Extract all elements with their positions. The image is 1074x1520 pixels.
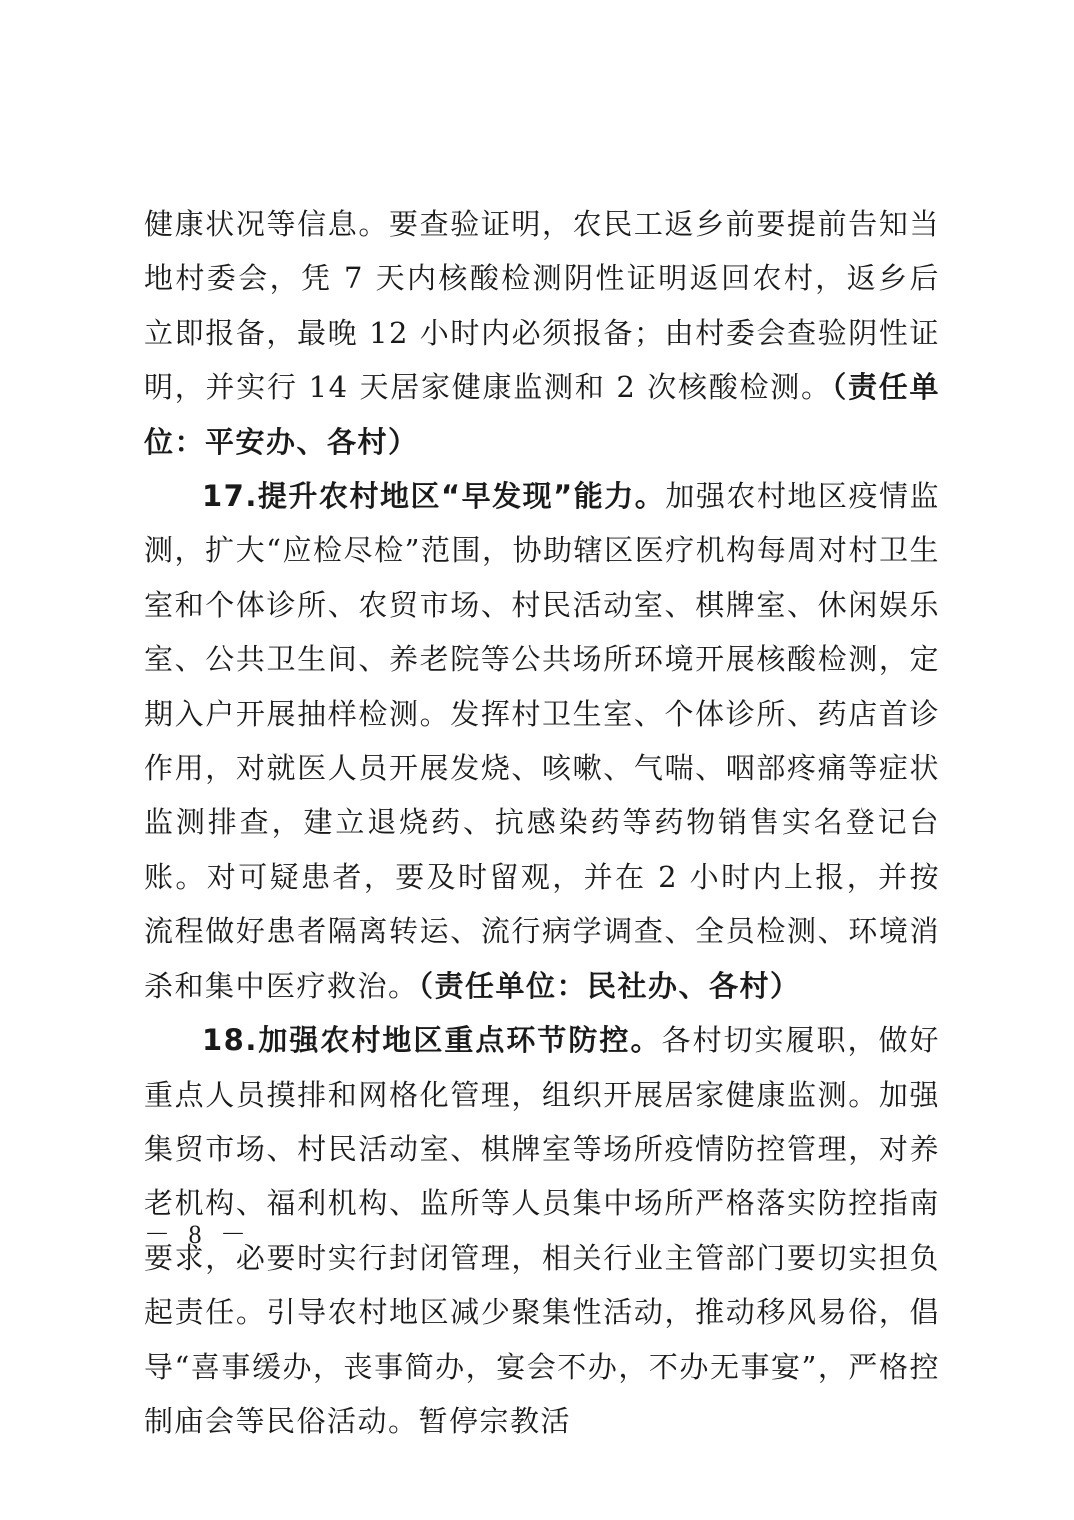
paragraph-17-responsibility: （责任单位：民社办、各村） <box>418 968 801 1003</box>
page-number: － 8 － <box>144 1220 253 1249</box>
paragraph-18 <box>144 1013 940 1448</box>
paragraph-18-heading: 18.加强农村地区重点环节防控。 <box>202 1023 662 1058</box>
paragraph-1-text: 健康状况等信息。要查验证明，农民工返乡前要提前告知当地村委会，凭 7 天内核酸检测阴性证明返回农村，返乡后立即报备，最晚 12 小时内必须报备；由村委会查验阴性证明，并实行 14 天居家健康监测和 2 次核酸检测。 <box>144 207 940 405</box>
paragraph-1 <box>144 197 940 469</box>
body-text <box>144 197 940 1448</box>
paragraph-17-text: 加强农村地区疫情监测，扩大“应检尽检”范围，协助辖区医疗机构每周对村卫生室和个体诊所、农贸市场、村民活动室、棋牌室、休闲娱乐室、公共卫生间、养老院等公共场所环境开展核酸检测，定期入户开展抽样检测。发挥村卫生室、个体诊所、药店首诊作用，对就医人员开展发烧、咳嗽、气喘、咽部疼痛等症状监测排查，建立退烧药、抗感染药等药物销售实名登记台账。对可疑患者，要及时留观，并在 2 小时内上报，并按流程做好患者隔离转运、流行病学调查、全员检测、环境消杀和集中医疗救治。 <box>144 479 940 1003</box>
paragraph-17-heading: 17.提升农村地区“早发现”能力。 <box>202 479 666 514</box>
paragraph-17 <box>144 469 940 1013</box>
paragraph-18-text: 各村切实履职，做好重点人员摸排和网格化管理，组织开展居家健康监测。加强集贸市场、村民活动室、棋牌室等场所疫情防控管理，对养老机构、福利机构、监所等人员集中场所严格落实防控指南要求，必要时实行封闭管理，相关行业主管部门要切实担负起责任。引导农村地区减少聚集性活动，推动移风易俗，倡导“喜事缓办，丧事简办，宴会不办，不办无事宴”，严格控制庙会等民俗活动。暂停宗教活 <box>144 1023 940 1438</box>
paragraph-1-responsibility: （责任单位：平安办、各村） <box>144 370 940 459</box>
